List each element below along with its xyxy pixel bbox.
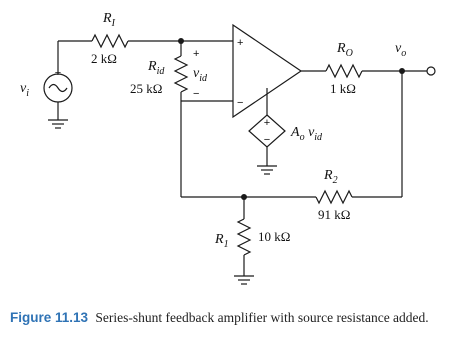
output-terminal bbox=[427, 67, 435, 75]
resistor-r2-zigzag bbox=[316, 191, 352, 203]
rid-symbol: $R_{id}$ bbox=[148, 59, 165, 77]
ground-icon bbox=[234, 276, 254, 284]
source-plus-sign: + bbox=[54, 67, 62, 79]
vid-label: $v_{id}$ bbox=[193, 66, 207, 84]
ri-symbol: $R_I$ bbox=[103, 11, 115, 29]
dep-minus-sign: − bbox=[263, 134, 271, 146]
vid-plus-sign: + bbox=[193, 48, 200, 60]
opamp-minus-sign: − bbox=[237, 97, 244, 109]
resistor-ro bbox=[301, 41, 402, 96]
r1-symbol: $R_1$ bbox=[215, 232, 229, 250]
resistor-ro-zigzag bbox=[326, 65, 362, 77]
vid-minus-sign: − bbox=[193, 88, 200, 100]
figure-caption bbox=[10, 308, 460, 327]
ri-value: 2 kΩ bbox=[91, 51, 117, 66]
resistor-r1 bbox=[214, 197, 290, 284]
source-vi bbox=[20, 41, 72, 128]
figure-caption-text: Series-shunt feedback amplifier with source resistance added. bbox=[95, 310, 429, 325]
resistor-ri bbox=[58, 11, 181, 66]
resistor-rid bbox=[130, 41, 187, 101]
sine-icon bbox=[49, 85, 67, 92]
source-vi-label: $v_i$ bbox=[20, 81, 29, 99]
opamp-plus-sign: + bbox=[237, 37, 244, 49]
r1-value: 10 kΩ bbox=[258, 229, 291, 244]
resistor-ri-zigzag bbox=[92, 35, 128, 47]
resistor-rid-zigzag bbox=[175, 56, 187, 92]
dep-plus-sign: + bbox=[263, 117, 271, 129]
dependent-source bbox=[249, 115, 323, 174]
resistor-r2 bbox=[244, 168, 402, 222]
r2-symbol: $R_2$ bbox=[324, 168, 338, 186]
resistor-r1-zigzag bbox=[238, 219, 250, 255]
ro-symbol: $R_O$ bbox=[337, 41, 353, 59]
ground-icon bbox=[48, 120, 68, 128]
figure-number: Figure 11.13 bbox=[10, 310, 89, 325]
rid-value: 25 kΩ bbox=[130, 81, 163, 96]
op-amp bbox=[233, 25, 301, 117]
dep-source-label: $A_o$ $v_{id}$ bbox=[291, 125, 323, 143]
ro-value: 1 kΩ bbox=[330, 81, 356, 96]
r2-value: 91 kΩ bbox=[318, 207, 351, 222]
ground-icon bbox=[257, 166, 277, 174]
vo-label: $v_o$ bbox=[395, 41, 407, 59]
